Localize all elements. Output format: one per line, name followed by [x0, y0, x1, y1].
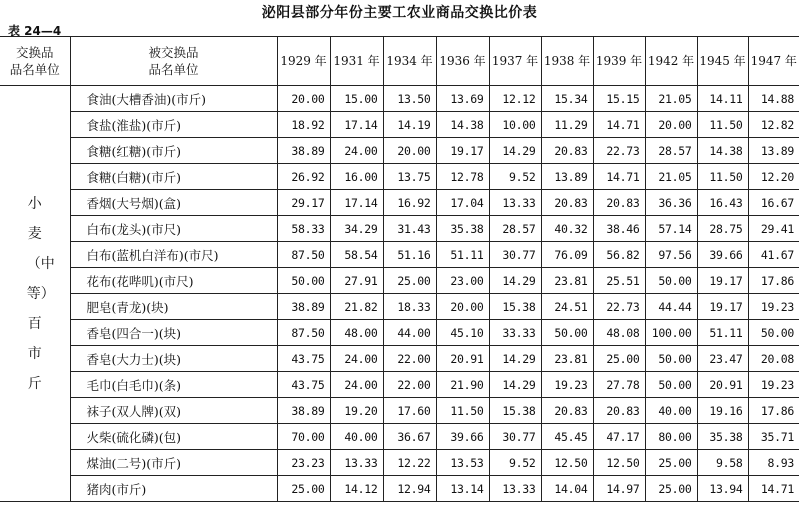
table-row: [0, 242, 799, 268]
ratio-value-cell: 23.47: [697, 346, 748, 372]
year-header: 1929 年: [277, 37, 330, 86]
ratio-value-cell: 35.38: [697, 424, 748, 450]
ratio-value-cell: 35.71: [748, 424, 799, 450]
ratio-value-cell: 58.33: [277, 216, 330, 242]
ratio-value-cell: 15.38: [489, 294, 541, 320]
ratio-value-cell: 21.05: [645, 164, 697, 190]
price-ratio-table: [0, 36, 799, 502]
ratio-value-cell: 28.57: [645, 138, 697, 164]
ratio-value-cell: 22.00: [383, 346, 436, 372]
exchange-item-header-line1: 交换品: [15, 45, 54, 60]
item-name-cell: 香烟(大号烟)(盒): [70, 190, 277, 216]
table-row: [0, 372, 799, 398]
ratio-value-cell: 76.09: [541, 242, 593, 268]
item-name-cell: 食糖(白糖)(市斤): [70, 164, 277, 190]
item-name-cell: 花布(花哔叽)(市尺): [70, 268, 277, 294]
ratio-value-cell: 28.57: [489, 216, 541, 242]
table-row: [0, 346, 799, 372]
item-name-cell: 火柴(硫化磷)(包): [70, 424, 277, 450]
ratio-value-cell: 87.50: [277, 242, 330, 268]
ratio-value-cell: 12.78: [436, 164, 489, 190]
ratio-value-cell: 12.50: [541, 450, 593, 476]
exchange-item-header: [0, 37, 70, 86]
ratio-value-cell: 24.00: [330, 346, 383, 372]
ratio-value-cell: 97.56: [645, 242, 697, 268]
ratio-value-cell: 23.81: [541, 346, 593, 372]
ratio-value-cell: 19.20: [330, 398, 383, 424]
ratio-value-cell: 13.94: [697, 476, 748, 502]
ratio-value-cell: 15.15: [593, 86, 645, 112]
ratio-value-cell: 20.00: [436, 294, 489, 320]
ratio-value-cell: 17.60: [383, 398, 436, 424]
ratio-value-cell: 56.82: [593, 242, 645, 268]
ratio-value-cell: 47.17: [593, 424, 645, 450]
year-header: 1937 年: [489, 37, 541, 86]
ratio-value-cell: 19.17: [697, 294, 748, 320]
item-name-cell: 白布(龙头)(市尺): [70, 216, 277, 242]
ratio-value-cell: 40.00: [645, 398, 697, 424]
ratio-value-cell: 23.81: [541, 268, 593, 294]
ratio-value-cell: 17.14: [330, 112, 383, 138]
table-row: [0, 268, 799, 294]
ratio-value-cell: 23.23: [277, 450, 330, 476]
item-name-cell: 香皂(四合一)(块): [70, 320, 277, 346]
ratio-value-cell: 35.38: [436, 216, 489, 242]
ratio-value-cell: 14.04: [541, 476, 593, 502]
ratio-value-cell: 22.73: [593, 294, 645, 320]
item-name-cell: 猪肉(市斤): [70, 476, 277, 502]
item-name-cell: 食糖(红糖)(市斤): [70, 138, 277, 164]
ratio-value-cell: 33.33: [489, 320, 541, 346]
ratio-value-cell: 36.67: [383, 424, 436, 450]
ratio-value-cell: 38.46: [593, 216, 645, 242]
ratio-value-cell: 26.92: [277, 164, 330, 190]
ratio-value-cell: 27.91: [330, 268, 383, 294]
ratio-value-cell: 20.83: [541, 398, 593, 424]
ratio-value-cell: 9.58: [697, 450, 748, 476]
ratio-value-cell: 20.00: [645, 112, 697, 138]
ratio-value-cell: 25.51: [593, 268, 645, 294]
ratio-value-cell: 70.00: [277, 424, 330, 450]
ratio-value-cell: 13.50: [383, 86, 436, 112]
ratio-value-cell: 24.51: [541, 294, 593, 320]
ratio-value-cell: 51.11: [697, 320, 748, 346]
ratio-value-cell: 57.14: [645, 216, 697, 242]
ratio-value-cell: 29.41: [748, 216, 799, 242]
ratio-value-cell: 22.73: [593, 138, 645, 164]
ratio-value-cell: 20.83: [593, 398, 645, 424]
ratio-value-cell: 25.00: [593, 346, 645, 372]
ratio-value-cell: 12.50: [593, 450, 645, 476]
ratio-value-cell: 16.00: [330, 164, 383, 190]
ratio-value-cell: 100.00: [645, 320, 697, 346]
ratio-value-cell: 25.00: [383, 268, 436, 294]
ratio-value-cell: 23.00: [436, 268, 489, 294]
ratio-value-cell: 14.71: [748, 476, 799, 502]
ratio-value-cell: 13.75: [383, 164, 436, 190]
table-body: [0, 86, 799, 502]
ratio-value-cell: 10.00: [489, 112, 541, 138]
table-row: [0, 190, 799, 216]
ratio-value-cell: 14.11: [697, 86, 748, 112]
ratio-value-cell: 17.04: [436, 190, 489, 216]
ratio-value-cell: 50.00: [645, 268, 697, 294]
ratio-value-cell: 13.33: [489, 190, 541, 216]
ratio-value-cell: 20.91: [436, 346, 489, 372]
ratio-value-cell: 19.16: [697, 398, 748, 424]
ratio-value-cell: 27.78: [593, 372, 645, 398]
ratio-value-cell: 41.67: [748, 242, 799, 268]
ratio-value-cell: 9.52: [489, 164, 541, 190]
ratio-value-cell: 44.44: [645, 294, 697, 320]
year-header: 1931 年: [330, 37, 383, 86]
ratio-value-cell: 25.00: [645, 476, 697, 502]
ratio-value-cell: 44.00: [383, 320, 436, 346]
ratio-value-cell: 80.00: [645, 424, 697, 450]
ratio-value-cell: 50.00: [277, 268, 330, 294]
table-row: [0, 164, 799, 190]
year-header: 1945 年: [697, 37, 748, 86]
ratio-value-cell: 12.22: [383, 450, 436, 476]
table-row: [0, 424, 799, 450]
ratio-value-cell: 12.94: [383, 476, 436, 502]
ratio-value-cell: 58.54: [330, 242, 383, 268]
ratio-value-cell: 38.89: [277, 398, 330, 424]
ratio-value-cell: 13.33: [489, 476, 541, 502]
exchange-item-header-line2: 品名单位: [9, 62, 60, 77]
table-row: [0, 138, 799, 164]
item-name-cell: 肥皂(青龙)(块): [70, 294, 277, 320]
ratio-value-cell: 19.17: [697, 268, 748, 294]
ratio-value-cell: 11.29: [541, 112, 593, 138]
ratio-value-cell: 51.16: [383, 242, 436, 268]
ratio-value-cell: 39.66: [436, 424, 489, 450]
ratio-value-cell: 40.00: [330, 424, 383, 450]
item-name-cell: 白布(蓝机白洋布)(市尺): [70, 242, 277, 268]
ratio-value-cell: 22.00: [383, 372, 436, 398]
ratio-value-cell: 30.77: [489, 242, 541, 268]
ratio-value-cell: 14.38: [697, 138, 748, 164]
ratio-value-cell: 34.29: [330, 216, 383, 242]
ratio-value-cell: 20.00: [383, 138, 436, 164]
ratio-value-cell: 11.50: [436, 398, 489, 424]
ratio-value-cell: 11.50: [697, 112, 748, 138]
ratio-value-cell: 14.12: [330, 476, 383, 502]
ratio-value-cell: 20.83: [541, 190, 593, 216]
ratio-value-cell: 48.08: [593, 320, 645, 346]
ratio-value-cell: 17.86: [748, 398, 799, 424]
ratio-value-cell: 13.53: [436, 450, 489, 476]
ratio-value-cell: 25.00: [645, 450, 697, 476]
ratio-value-cell: 13.89: [541, 164, 593, 190]
ratio-value-cell: 14.19: [383, 112, 436, 138]
year-header: 1942 年: [645, 37, 697, 86]
ratio-value-cell: 13.33: [330, 450, 383, 476]
ratio-value-cell: 50.00: [541, 320, 593, 346]
ratio-value-cell: 25.00: [277, 476, 330, 502]
ratio-value-cell: 20.83: [593, 190, 645, 216]
year-header: 1938 年: [541, 37, 593, 86]
year-header: 1934 年: [383, 37, 436, 86]
ratio-value-cell: 12.82: [748, 112, 799, 138]
exchanged-item-header-line1: 被交换品: [148, 45, 199, 60]
year-header: 1947 年: [748, 37, 799, 86]
ratio-value-cell: 14.71: [593, 112, 645, 138]
ratio-value-cell: 15.38: [489, 398, 541, 424]
ratio-value-cell: 19.23: [541, 372, 593, 398]
ratio-value-cell: 38.89: [277, 294, 330, 320]
ratio-value-cell: 18.92: [277, 112, 330, 138]
ratio-value-cell: 9.52: [489, 450, 541, 476]
ratio-value-cell: 14.88: [748, 86, 799, 112]
ratio-value-cell: 15.34: [541, 86, 593, 112]
ratio-value-cell: 19.23: [748, 294, 799, 320]
ratio-value-cell: 21.90: [436, 372, 489, 398]
ratio-value-cell: 87.50: [277, 320, 330, 346]
table-row: [0, 112, 799, 138]
ratio-value-cell: 8.93: [748, 450, 799, 476]
ratio-value-cell: 50.00: [645, 346, 697, 372]
year-header: 1939 年: [593, 37, 645, 86]
ratio-value-cell: 15.00: [330, 86, 383, 112]
ratio-value-cell: 31.43: [383, 216, 436, 242]
table-row: [0, 476, 799, 502]
ratio-value-cell: 16.92: [383, 190, 436, 216]
table-row: [0, 294, 799, 320]
ratio-value-cell: 36.36: [645, 190, 697, 216]
exchanged-item-header-line2: 品名单位: [148, 62, 199, 77]
ratio-value-cell: 20.91: [697, 372, 748, 398]
ratio-value-cell: 43.75: [277, 346, 330, 372]
base-item-cell: [0, 86, 70, 502]
ratio-value-cell: 45.45: [541, 424, 593, 450]
ratio-value-cell: 29.17: [277, 190, 330, 216]
ratio-value-cell: 20.08: [748, 346, 799, 372]
ratio-value-cell: 20.00: [277, 86, 330, 112]
ratio-value-cell: 18.33: [383, 294, 436, 320]
ratio-value-cell: 11.50: [697, 164, 748, 190]
table-row: [0, 216, 799, 242]
ratio-value-cell: 50.00: [645, 372, 697, 398]
item-name-cell: 香皂(大力士)(块): [70, 346, 277, 372]
ratio-value-cell: 13.69: [436, 86, 489, 112]
ratio-value-cell: 14.29: [489, 138, 541, 164]
item-name-cell: 毛巾(白毛巾)(条): [70, 372, 277, 398]
ratio-value-cell: 21.05: [645, 86, 697, 112]
ratio-value-cell: 38.89: [277, 138, 330, 164]
year-header: 1936 年: [436, 37, 489, 86]
ratio-value-cell: 21.82: [330, 294, 383, 320]
ratio-value-cell: 40.32: [541, 216, 593, 242]
ratio-value-cell: 30.77: [489, 424, 541, 450]
ratio-value-cell: 28.75: [697, 216, 748, 242]
item-name-cell: 煤油(二号)(市斤): [70, 450, 277, 476]
ratio-value-cell: 48.00: [330, 320, 383, 346]
ratio-value-cell: 14.29: [489, 346, 541, 372]
ratio-value-cell: 16.67: [748, 190, 799, 216]
ratio-value-cell: 14.97: [593, 476, 645, 502]
table-row: [0, 320, 799, 346]
ratio-value-cell: 12.12: [489, 86, 541, 112]
exchanged-item-header: [70, 37, 277, 86]
ratio-value-cell: 51.11: [436, 242, 489, 268]
ratio-value-cell: 45.10: [436, 320, 489, 346]
ratio-value-cell: 19.23: [748, 372, 799, 398]
ratio-value-cell: 50.00: [748, 320, 799, 346]
ratio-value-cell: 43.75: [277, 372, 330, 398]
table-row: [0, 398, 799, 424]
ratio-value-cell: 17.14: [330, 190, 383, 216]
ratio-value-cell: 14.29: [489, 372, 541, 398]
ratio-value-cell: 19.17: [436, 138, 489, 164]
ratio-value-cell: 14.71: [593, 164, 645, 190]
ratio-value-cell: 17.86: [748, 268, 799, 294]
ratio-value-cell: 13.14: [436, 476, 489, 502]
ratio-value-cell: 24.00: [330, 372, 383, 398]
item-name-cell: 袜子(双人牌)(双): [70, 398, 277, 424]
ratio-value-cell: 14.38: [436, 112, 489, 138]
table-row: [0, 450, 799, 476]
table-row: [0, 86, 799, 112]
ratio-value-cell: 20.83: [541, 138, 593, 164]
table-title: 泌阳县部分年份主要工农业商品交换比价表: [261, 5, 538, 21]
header-row: [0, 37, 799, 86]
table-number: 表 24—4: [8, 24, 62, 38]
item-name-cell: 食盐(淮盐)(市斤): [70, 112, 277, 138]
ratio-value-cell: 16.43: [697, 190, 748, 216]
ratio-value-cell: 13.89: [748, 138, 799, 164]
ratio-value-cell: 14.29: [489, 268, 541, 294]
item-name-cell: 食油(大槽香油)(市斤): [70, 86, 277, 112]
ratio-value-cell: 12.20: [748, 164, 799, 190]
ratio-value-cell: 39.66: [697, 242, 748, 268]
base-item-label: 小麦（中等）百市斤: [26, 195, 55, 392]
ratio-value-cell: 24.00: [330, 138, 383, 164]
